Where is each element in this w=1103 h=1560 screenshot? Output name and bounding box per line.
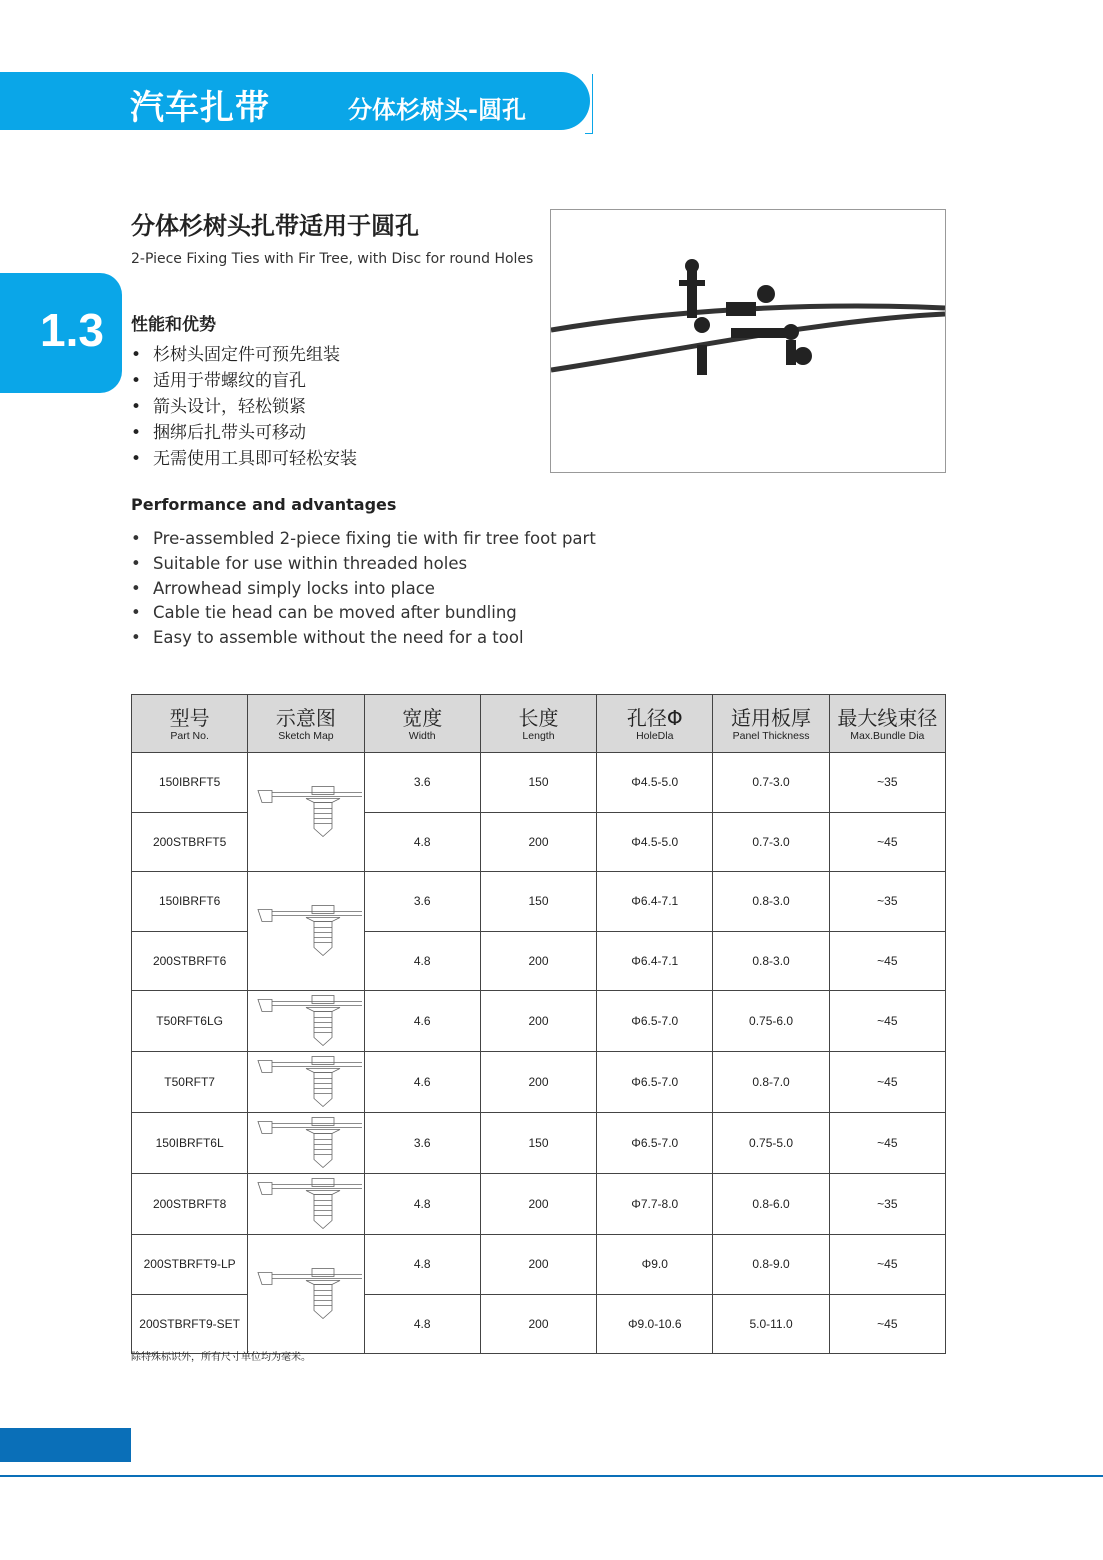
table-row <box>132 1235 946 1295</box>
length-cell: 150 <box>480 872 596 932</box>
bundle-dia-cell: ~45 <box>829 1113 945 1174</box>
part-no-cell: 150IBRFT6L <box>132 1113 248 1174</box>
table-row <box>132 1113 946 1174</box>
part-no-cell: T50RFT7 <box>132 1052 248 1113</box>
length-cell: 200 <box>480 1294 596 1354</box>
length-cell: 200 <box>480 1235 596 1295</box>
sketch-cell <box>248 1052 364 1113</box>
table-row <box>132 991 946 1052</box>
bundle-dia-cell: ~45 <box>829 812 945 872</box>
list-item: • 杉树头固定件可预先组装 <box>131 342 357 368</box>
col-header: 长度 Length <box>480 695 596 753</box>
bundle-dia-cell: ~35 <box>829 1174 945 1235</box>
col-header: 宽度 Width <box>364 695 480 753</box>
bundle-dia-cell: ~45 <box>829 1052 945 1113</box>
panel-thickness-cell: 0.75-5.0 <box>713 1113 829 1174</box>
length-cell: 200 <box>480 1052 596 1113</box>
list-item: • Easy to assemble without the need for a tool <box>131 626 596 651</box>
bundle-dia-cell: ~45 <box>829 1235 945 1295</box>
panel-thickness-cell: 0.8-9.0 <box>713 1235 829 1295</box>
hole-dia-cell: Φ9.0-10.6 <box>597 1294 713 1354</box>
col-header: 孔径Φ HoleDla <box>597 695 713 753</box>
hole-dia-cell: Φ6.4-7.1 <box>597 872 713 932</box>
width-cell: 4.8 <box>364 812 480 872</box>
sketch-cell <box>248 1235 364 1354</box>
list-item: • Suitable for use within threaded holes <box>131 552 596 577</box>
sketch-cell <box>248 1174 364 1235</box>
sketch-cell <box>248 872 364 991</box>
table-row <box>132 1052 946 1113</box>
panel-thickness-cell: 5.0-11.0 <box>713 1294 829 1354</box>
spec-table <box>131 694 946 1354</box>
list-item: • 箭头设计，轻松锁紧 <box>131 394 357 420</box>
features-list-en <box>131 527 596 651</box>
part-no-cell: 200STBRFT6 <box>132 931 248 991</box>
length-cell: 150 <box>480 753 596 813</box>
sketch-cell <box>248 1113 364 1174</box>
panel-thickness-cell: 0.75-6.0 <box>713 991 829 1052</box>
units-note: 除特殊标识外，所有尺寸单位均为毫米。 <box>131 1352 311 1363</box>
col-header: 型号 Part No. <box>132 695 248 753</box>
col-header: 最大线束径 Max.Bundle Dia <box>829 695 945 753</box>
table-row <box>132 1174 946 1235</box>
width-cell: 4.8 <box>364 931 480 991</box>
table-row <box>132 872 946 932</box>
list-item: • 适用于带螺纹的盲孔 <box>131 368 357 394</box>
sketch-icon <box>250 991 362 1048</box>
panel-thickness-cell: 0.8-7.0 <box>713 1052 829 1113</box>
list-item: • 无需使用工具即可轻松安装 <box>131 446 357 472</box>
bundle-dia-cell: ~45 <box>829 991 945 1052</box>
list-item: • Cable tie head can be moved after bundling <box>131 601 596 626</box>
sketch-icon <box>250 1235 362 1350</box>
width-cell: 3.6 <box>364 1113 480 1174</box>
length-cell: 200 <box>480 991 596 1052</box>
category-title: 汽车扎带 <box>130 88 270 128</box>
part-no-cell: 200STBRFT8 <box>132 1174 248 1235</box>
hole-dia-cell: Φ6.5-7.0 <box>597 1113 713 1174</box>
features-heading-en: Performance and advantages <box>131 495 397 514</box>
width-cell: 3.6 <box>364 872 480 932</box>
length-cell: 200 <box>480 931 596 991</box>
footer-bar <box>0 1428 131 1462</box>
table-header-row <box>132 695 946 753</box>
panel-thickness-cell: 0.8-6.0 <box>713 1174 829 1235</box>
panel-thickness-cell: 0.8-3.0 <box>713 872 829 932</box>
width-cell: 4.6 <box>364 991 480 1052</box>
table-row <box>132 753 946 813</box>
hole-dia-cell: Φ9.0 <box>597 1235 713 1295</box>
sketch-icon <box>250 1113 362 1170</box>
section-tab <box>0 273 122 393</box>
part-no-cell: T50RFT6LG <box>132 991 248 1052</box>
list-item: • 捆绑后扎带头可移动 <box>131 420 357 446</box>
features-heading-cn: 性能和优势 <box>131 315 216 335</box>
product-title-cn: 分体杉树头扎带适用于圆孔 <box>131 212 419 240</box>
width-cell: 4.6 <box>364 1052 480 1113</box>
width-cell: 4.8 <box>364 1235 480 1295</box>
panel-thickness-cell: 0.7-3.0 <box>713 812 829 872</box>
sketch-icon <box>250 1174 362 1231</box>
panel-thickness-cell: 0.8-3.0 <box>713 931 829 991</box>
hole-dia-cell: Φ6.4-7.1 <box>597 931 713 991</box>
part-no-cell: 200STBRFT9-SET <box>132 1294 248 1354</box>
sketch-cell <box>248 991 364 1052</box>
width-cell: 4.8 <box>364 1174 480 1235</box>
bundle-dia-cell: ~45 <box>829 931 945 991</box>
length-cell: 150 <box>480 1113 596 1174</box>
sketch-icon <box>250 872 362 987</box>
col-header: 适用板厚 Panel Thickness <box>713 695 829 753</box>
header-band <box>0 72 590 130</box>
bundle-dia-cell: ~35 <box>829 753 945 813</box>
product-photo <box>550 209 946 473</box>
subcategory-title: 分体杉树头-圆孔 <box>348 96 526 124</box>
sketch-icon <box>250 1052 362 1109</box>
hole-dia-cell: Φ4.5-5.0 <box>597 753 713 813</box>
length-cell: 200 <box>480 1174 596 1235</box>
list-item: • Arrowhead simply locks into place <box>131 577 596 602</box>
width-cell: 3.6 <box>364 753 480 813</box>
features-list-cn <box>131 342 357 472</box>
list-item: • Pre-assembled 2-piece fixing tie with fir tree foot part <box>131 527 596 552</box>
part-no-cell: 200STBRFT5 <box>132 812 248 872</box>
footer-line <box>0 1475 1103 1477</box>
sketch-icon <box>250 753 362 868</box>
sketch-cell <box>248 753 364 872</box>
hole-dia-cell: Φ7.7-8.0 <box>597 1174 713 1235</box>
header-band-edge <box>585 74 593 134</box>
part-no-cell: 150IBRFT5 <box>132 753 248 813</box>
width-cell: 4.8 <box>364 1294 480 1354</box>
length-cell: 200 <box>480 812 596 872</box>
bundle-dia-cell: ~35 <box>829 872 945 932</box>
part-no-cell: 200STBRFT9-LP <box>132 1235 248 1295</box>
part-no-cell: 150IBRFT6 <box>132 872 248 932</box>
hole-dia-cell: Φ6.5-7.0 <box>597 1052 713 1113</box>
bundle-dia-cell: ~45 <box>829 1294 945 1354</box>
hole-dia-cell: Φ6.5-7.0 <box>597 991 713 1052</box>
panel-thickness-cell: 0.7-3.0 <box>713 753 829 813</box>
section-number: 1.3 <box>40 304 104 356</box>
col-header: 示意图 Sketch Map <box>248 695 364 753</box>
hole-dia-cell: Φ4.5-5.0 <box>597 812 713 872</box>
product-title-en: 2-Piece Fixing Ties with Fir Tree, with Disc for round Holes <box>131 251 534 267</box>
